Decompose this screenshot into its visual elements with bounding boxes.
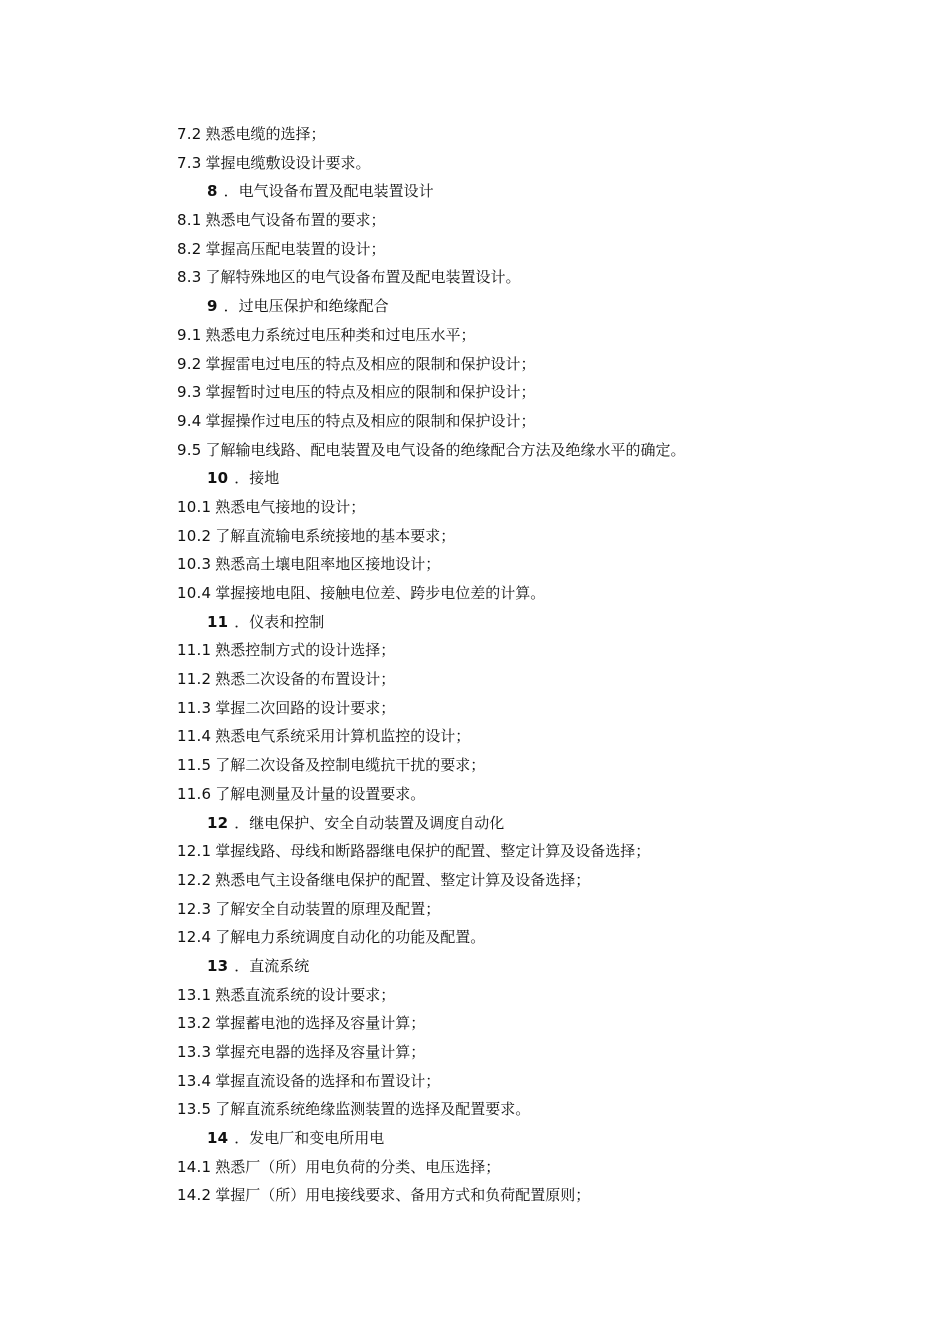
section-heading xyxy=(177,1124,917,1153)
item-text: 熟悉电缆的选择； xyxy=(205,125,326,143)
list-item xyxy=(177,1153,917,1182)
list-item xyxy=(177,751,917,780)
item-text: 熟悉电气系统采用计算机监控的设计； xyxy=(215,727,471,746)
list-item xyxy=(177,1095,917,1124)
item-number: 9.2 xyxy=(177,354,202,373)
section-title: ．发电厂和变电所用电 xyxy=(234,1129,385,1148)
list-item xyxy=(177,1067,917,1096)
section-title: ．仪表和控制 xyxy=(234,612,325,631)
item-text: 熟悉电气设备布置的要求； xyxy=(205,211,386,230)
item-text: 掌握蓄电池的选择及容量计算； xyxy=(215,1014,426,1033)
item-text: 了解安全自动装置的原理及配置； xyxy=(215,899,441,918)
list-item xyxy=(177,895,917,924)
item-number: 11.6 xyxy=(177,784,212,803)
item-number: 11.2 xyxy=(177,670,212,689)
section-number: 14 xyxy=(207,1129,229,1148)
list-item xyxy=(177,493,917,522)
section-number: 9 xyxy=(207,297,218,316)
item-number: 7.2 xyxy=(177,125,202,143)
list-item xyxy=(177,1009,917,1038)
section-number: 8 xyxy=(207,182,218,201)
item-number: 14.2 xyxy=(177,1186,212,1205)
item-number: 13.3 xyxy=(177,1043,212,1061)
item-number: 13.4 xyxy=(177,1071,212,1090)
list-item xyxy=(177,522,917,551)
list-item xyxy=(177,694,917,723)
item-number: 13.5 xyxy=(177,1100,212,1119)
item-text: 掌握电缆敷设设计要求。 xyxy=(205,153,371,172)
item-text: 了解特殊地区的电气设备布置及配电装置设计。 xyxy=(205,268,521,287)
section-number: 13 xyxy=(207,956,229,975)
item-text: 熟悉电气主设备继电保护的配置、整定计算及设备选择； xyxy=(215,870,591,889)
item-text: 熟悉电力系统过电压种类和过电压水平； xyxy=(205,325,476,344)
item-number: 9.4 xyxy=(177,411,202,430)
list-item xyxy=(177,436,917,465)
item-number: 12.1 xyxy=(177,842,212,861)
item-text: 掌握暂时过电压的特点及相应的限制和保护设计； xyxy=(205,383,536,402)
item-text: 掌握直流设备的选择和布置设计； xyxy=(215,1071,441,1090)
list-item xyxy=(177,1181,917,1210)
list-item xyxy=(177,866,917,895)
section-heading xyxy=(177,952,917,981)
list-item xyxy=(177,1038,917,1067)
list-item xyxy=(177,235,917,264)
item-number: 9.5 xyxy=(177,440,202,459)
list-item xyxy=(177,263,917,292)
list-item xyxy=(177,378,917,407)
item-number: 12.3 xyxy=(177,899,212,918)
outline-list xyxy=(177,120,917,1210)
item-text: 掌握接地电阻、接触电位差、跨步电位差的计算。 xyxy=(215,584,546,602)
item-text: 熟悉控制方式的设计选择； xyxy=(215,641,396,660)
item-text: 掌握高压配电装置的设计； xyxy=(205,239,386,258)
list-item xyxy=(177,722,917,751)
item-text: 掌握二次回路的设计要求； xyxy=(215,698,396,717)
list-item xyxy=(177,321,917,350)
item-number: 8.3 xyxy=(177,268,202,287)
item-text: 掌握操作过电压的特点及相应的限制和保护设计； xyxy=(205,411,536,430)
list-item xyxy=(177,636,917,665)
item-number: 11.3 xyxy=(177,698,212,717)
item-number: 13.2 xyxy=(177,1014,212,1033)
section-number: 12 xyxy=(207,813,229,832)
section-title: ．过电压保护和绝缘配合 xyxy=(223,297,389,316)
item-text: 了解二次设备及控制电缆抗干扰的要求； xyxy=(215,756,486,775)
item-text: 熟悉直流系统的设计要求； xyxy=(215,985,396,1004)
item-number: 8.2 xyxy=(177,239,202,258)
item-number: 10.4 xyxy=(177,584,212,602)
list-item xyxy=(177,149,917,178)
section-heading xyxy=(177,292,917,321)
item-text: 熟悉厂（所）用电负荷的分类、电压选择； xyxy=(215,1157,501,1176)
item-number: 11.5 xyxy=(177,756,212,775)
list-item xyxy=(177,923,917,952)
item-text: 了解直流系统绝缘监测装置的选择及配置要求。 xyxy=(215,1100,531,1119)
list-item xyxy=(177,407,917,436)
item-number: 13.1 xyxy=(177,985,212,1004)
list-item xyxy=(177,120,917,149)
item-number: 9.1 xyxy=(177,325,202,344)
item-number: 10.3 xyxy=(177,555,212,574)
section-heading xyxy=(177,809,917,838)
list-item xyxy=(177,981,917,1010)
section-title: ．直流系统 xyxy=(234,956,310,975)
item-text: 了解电测量及计量的设置要求。 xyxy=(215,784,426,803)
item-number: 11.1 xyxy=(177,641,212,660)
item-text: 熟悉二次设备的布置设计； xyxy=(215,670,396,689)
section-title: ．接地 xyxy=(234,469,280,488)
item-number: 12.4 xyxy=(177,928,212,947)
item-text: 掌握雷电过电压的特点及相应的限制和保护设计； xyxy=(205,354,536,373)
list-item xyxy=(177,550,917,579)
item-number: 10.2 xyxy=(177,526,212,545)
section-number: 10 xyxy=(207,469,229,488)
section-heading xyxy=(177,177,917,206)
section-number: 11 xyxy=(207,612,229,631)
section-heading xyxy=(177,464,917,493)
section-title: ．继电保护、安全自动装置及调度自动化 xyxy=(234,813,505,832)
list-item xyxy=(177,780,917,809)
item-text: 熟悉电气接地的设计； xyxy=(215,497,366,516)
list-item xyxy=(177,579,917,608)
item-text: 熟悉高土壤电阻率地区接地设计； xyxy=(215,555,441,574)
item-number: 11.4 xyxy=(177,727,212,746)
item-text: 掌握厂（所）用电接线要求、备用方式和负荷配置原则； xyxy=(215,1186,591,1205)
item-text: 了解输电线路、配电装置及电气设备的绝缘配合方法及绝缘水平的确定。 xyxy=(205,440,686,459)
item-number: 7.3 xyxy=(177,153,202,172)
item-number: 14.1 xyxy=(177,1157,212,1176)
list-item xyxy=(177,665,917,694)
section-title: ．电气设备布置及配电装置设计 xyxy=(223,182,434,201)
item-number: 10.1 xyxy=(177,497,212,516)
item-text: 了解电力系统调度自动化的功能及配置。 xyxy=(215,928,486,947)
item-number: 12.2 xyxy=(177,870,212,889)
list-item xyxy=(177,206,917,235)
list-item xyxy=(177,350,917,379)
item-text: 掌握线路、母线和断路器继电保护的配置、整定计算及设备选择； xyxy=(215,842,651,861)
item-number: 9.3 xyxy=(177,383,202,402)
item-text: 了解直流输电系统接地的基本要求； xyxy=(215,526,456,545)
item-number: 8.1 xyxy=(177,211,202,230)
section-heading xyxy=(177,608,917,637)
list-item xyxy=(177,837,917,866)
item-text: 掌握充电器的选择及容量计算； xyxy=(215,1043,426,1061)
